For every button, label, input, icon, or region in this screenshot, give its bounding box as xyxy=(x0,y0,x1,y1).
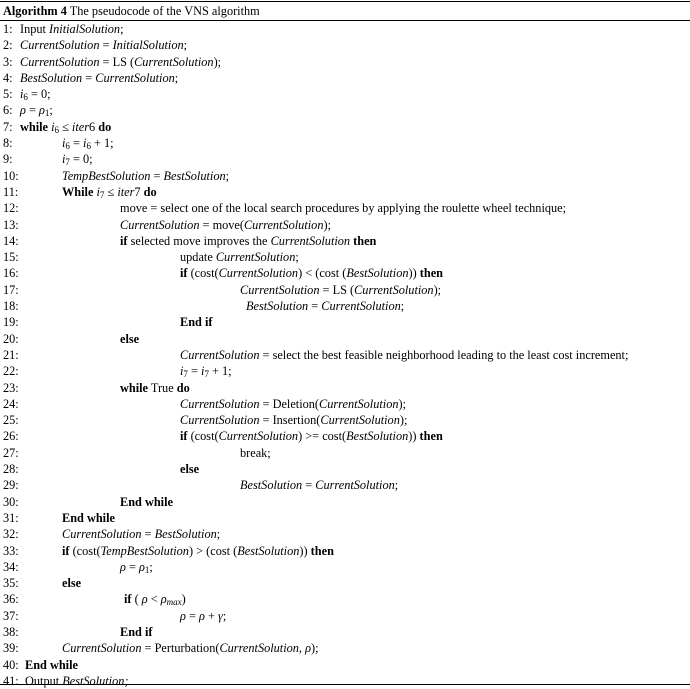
code-line xyxy=(0,477,690,493)
line-text: if (cost(CurrentSolution) < (cost (BestSolution)) then xyxy=(180,266,444,281)
line-number: 39: xyxy=(3,641,19,656)
line-number: 34: xyxy=(3,559,19,574)
line-number: 35: xyxy=(3,576,19,591)
line-text: $i_6 = 0$; xyxy=(20,87,51,103)
code-line xyxy=(0,119,690,135)
code-line xyxy=(0,70,690,86)
line-number: 10: xyxy=(3,168,19,183)
line-text: move = select one of the local search procedures by applying the roulette wheel technique; xyxy=(120,201,567,216)
code-line xyxy=(0,217,690,233)
line-text: update CurrentSolution; xyxy=(180,250,299,265)
code-line xyxy=(0,233,690,249)
line-text: BestSolution = CurrentSolution; xyxy=(246,299,405,314)
line-text: if selected move improves the CurrentSolution then xyxy=(120,233,377,248)
line-text: CurrentSolution = Perturbation(CurrentSolution, ρ); xyxy=(62,641,319,656)
code-line xyxy=(0,494,690,510)
line-number: 29: xyxy=(3,478,19,493)
line-text: else xyxy=(62,576,82,591)
line-number: 2: xyxy=(3,38,13,53)
line-number: 3: xyxy=(3,54,13,69)
line-text: ρ = ρ + γ; xyxy=(180,608,227,623)
line-text: $\rho = \rho_1$; xyxy=(20,103,53,119)
code-line xyxy=(0,249,690,265)
line-text: while True do xyxy=(120,380,190,395)
line-text: CurrentSolution = InitialSolution; xyxy=(20,38,188,53)
line-number: 19: xyxy=(3,315,19,330)
caption-title: The pseudocode of the VNS algorithm xyxy=(69,4,260,18)
caption-label: Algorithm 4 xyxy=(3,4,67,18)
code-line xyxy=(0,640,690,656)
code-line xyxy=(0,282,690,298)
line-number: 12: xyxy=(3,201,19,216)
line-number: 20: xyxy=(3,331,19,346)
line-text: $i_7 = 0$; xyxy=(62,152,93,168)
line-text: CurrentSolution = LS (CurrentSolution); xyxy=(240,282,442,297)
line-number: 16: xyxy=(3,266,19,281)
top-rule xyxy=(0,1,690,2)
line-number: 5: xyxy=(3,87,13,102)
pseudocode-lines xyxy=(0,21,690,689)
line-number: 25: xyxy=(3,413,19,428)
line-number: 14: xyxy=(3,233,19,248)
code-line xyxy=(0,151,690,167)
line-number: 32: xyxy=(3,527,19,542)
code-line xyxy=(0,543,690,559)
line-text: $i_7 = i_7 + 1$; xyxy=(180,364,232,380)
line-text: if (cost(TempBestSolution) > (cost (BestSolution)) then xyxy=(62,543,334,558)
line-number: 15: xyxy=(3,250,19,265)
line-number: 17: xyxy=(3,282,19,297)
line-number: 27: xyxy=(3,445,19,460)
line-number: 11: xyxy=(3,184,19,199)
line-text: if ( $\rho < \rho_{max}$) xyxy=(124,592,186,608)
code-line xyxy=(0,331,690,347)
code-line xyxy=(0,624,690,640)
line-text: End while xyxy=(120,494,173,509)
line-number: 33: xyxy=(3,543,19,558)
code-line xyxy=(0,86,690,102)
line-text: End while xyxy=(62,510,115,525)
code-line xyxy=(0,461,690,477)
bottom-rule xyxy=(0,684,690,685)
code-line xyxy=(0,380,690,396)
line-text: else xyxy=(180,462,200,477)
line-number: 22: xyxy=(3,364,19,379)
line-text: End if xyxy=(120,624,153,639)
code-line xyxy=(0,135,690,151)
code-line xyxy=(0,314,690,330)
line-text: BestSolution = CurrentSolution; xyxy=(240,478,399,493)
line-text: Input InitialSolution; xyxy=(20,22,124,36)
code-line xyxy=(0,347,690,363)
code-line xyxy=(0,37,690,53)
line-number: 36: xyxy=(3,592,19,607)
code-line xyxy=(0,102,690,118)
line-number: 13: xyxy=(3,217,19,232)
code-line xyxy=(0,200,690,216)
line-number: 24: xyxy=(3,396,19,411)
code-line xyxy=(0,591,690,607)
line-text: CurrentSolution = select the best feasible neighborhood leading to the least cost increment; xyxy=(180,347,629,362)
line-number: 26: xyxy=(3,429,19,444)
line-text: TempBestSolution = BestSolution; xyxy=(62,168,230,183)
line-text: if (cost(CurrentSolution) >= cost(BestSolution)) then xyxy=(180,429,443,444)
line-text: while $i_6$ ≤ iter6 do xyxy=(20,119,112,135)
code-line xyxy=(0,168,690,184)
code-line xyxy=(0,575,690,591)
code-line xyxy=(0,608,690,624)
line-number: 38: xyxy=(3,624,19,639)
line-text: CurrentSolution = Deletion(CurrentSolution); xyxy=(180,396,407,411)
line-number: 9: xyxy=(3,152,13,167)
line-text: $\rho = \rho_1$; xyxy=(120,559,153,575)
line-number: 31: xyxy=(3,510,19,525)
code-line xyxy=(0,21,690,37)
code-line xyxy=(0,184,690,200)
code-line xyxy=(0,657,690,673)
code-line xyxy=(0,559,690,575)
line-text: CurrentSolution = LS (CurrentSolution); xyxy=(20,54,222,69)
code-line xyxy=(0,526,690,542)
algorithm-caption xyxy=(3,3,260,19)
line-number: 7: xyxy=(3,119,13,134)
line-text: End if xyxy=(180,315,213,330)
line-number: 6: xyxy=(3,103,13,118)
line-number: 28: xyxy=(3,462,19,477)
line-number: 4: xyxy=(3,70,13,85)
code-line xyxy=(0,298,690,314)
code-line xyxy=(0,265,690,281)
line-number: 8: xyxy=(3,136,13,151)
line-number: 23: xyxy=(3,380,19,395)
line-number: 41: xyxy=(3,673,19,688)
line-text: $i_6 = i_6 + 1$; xyxy=(62,136,114,152)
line-text: End while xyxy=(25,657,78,672)
line-text: BestSolution = CurrentSolution; xyxy=(20,70,179,85)
line-number: 18: xyxy=(3,299,19,314)
code-line xyxy=(0,363,690,379)
line-text: break; xyxy=(240,445,271,460)
line-text: Output BestSolution; xyxy=(25,673,129,688)
line-number: 37: xyxy=(3,608,19,623)
code-line xyxy=(0,412,690,428)
line-text: While $i_7$ ≤ iter7 do xyxy=(62,184,157,200)
line-number: 21: xyxy=(3,347,19,362)
code-line xyxy=(0,510,690,526)
code-line xyxy=(0,396,690,412)
line-text: else xyxy=(120,331,140,346)
line-number: 40: xyxy=(3,657,19,672)
code-line xyxy=(0,428,690,444)
line-number: 30: xyxy=(3,494,19,509)
code-line xyxy=(0,54,690,70)
line-text: CurrentSolution = move(CurrentSolution); xyxy=(120,217,331,232)
line-number: 1: xyxy=(3,22,13,36)
code-line xyxy=(0,445,690,461)
line-text: CurrentSolution = BestSolution; xyxy=(62,527,221,542)
line-text: CurrentSolution = Insertion(CurrentSolution); xyxy=(180,413,408,428)
